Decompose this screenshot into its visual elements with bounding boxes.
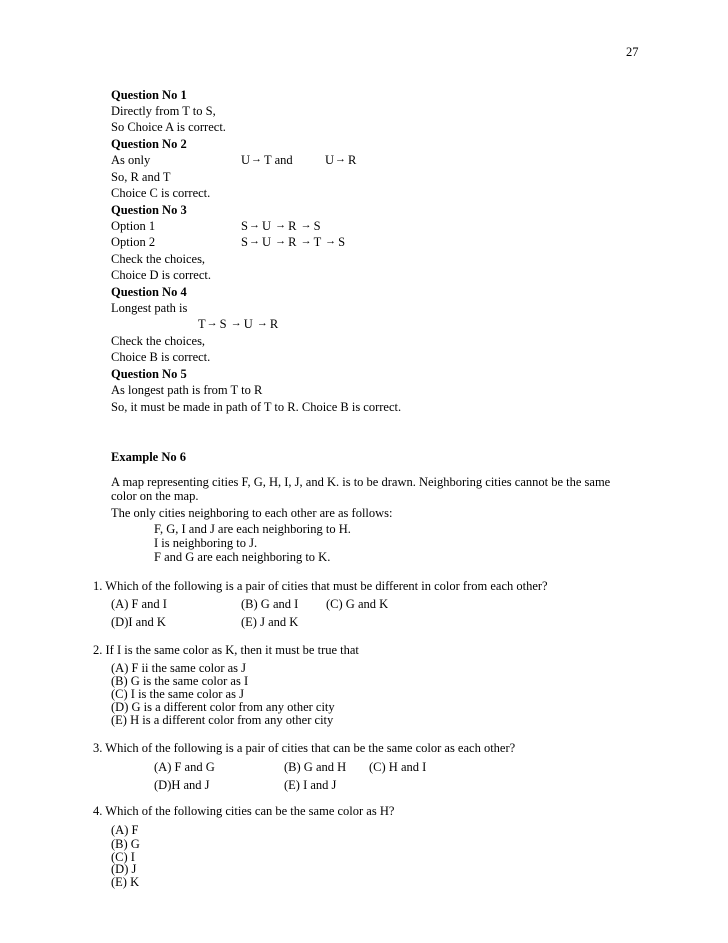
arrow-icon: →	[335, 153, 347, 165]
path-node: R	[288, 219, 297, 233]
mcq2-option-b: (B) G is the same color as I	[111, 674, 249, 688]
example-cond2: I is neighboring to J.	[154, 536, 258, 550]
path-node: S	[338, 235, 346, 249]
arrow-icon: →	[248, 235, 260, 247]
arrow-icon: →	[230, 317, 242, 329]
mcq3-option-a: (A) F and G	[154, 760, 215, 774]
q4-path	[198, 317, 278, 332]
q2-line2: So, R and T	[111, 170, 171, 184]
path-node: T	[313, 235, 321, 249]
example-cond1: F, G, I and J are each neighboring to H.	[154, 522, 351, 536]
q2-u2: U	[325, 153, 335, 167]
q2-u1: U	[241, 153, 251, 167]
q4-line3: Check the choices,	[111, 334, 206, 348]
mcq1-option-a: (A) F and I	[111, 597, 167, 611]
q3-opt1-path	[241, 219, 321, 234]
q2-t: T and	[264, 153, 293, 167]
mcq3-option-d: (D)H and J	[154, 778, 210, 792]
q1-line2: So Choice A is correct.	[111, 120, 226, 134]
page-number: 27	[626, 45, 639, 59]
mcq4-stem: 4. Which of the following cities can be the same color as H?	[93, 804, 395, 818]
mcq4-option-c: (C) I	[111, 850, 135, 864]
path-node: U	[261, 235, 271, 249]
q3-opt2-path	[241, 235, 345, 250]
q4-line4: Choice B is correct.	[111, 350, 211, 364]
mcq1-option-e: (E) J and K	[241, 615, 299, 629]
arrow-icon: →	[300, 235, 312, 247]
arrow-icon: →	[256, 317, 268, 329]
example-para2: The only cities neighboring to each other are as follows:	[111, 506, 393, 520]
mcq4-option-b: (B) G	[111, 837, 140, 851]
mcq1-option-b: (B) G and I	[241, 597, 299, 611]
example-cond3: F and G are each neighboring to K.	[154, 550, 331, 564]
mcq3-option-b: (B) G and H	[284, 760, 347, 774]
mcq3-option-c: (C) H and I	[369, 760, 427, 774]
q5-line1: As longest path is from T to R	[111, 383, 263, 397]
q3-line3: Check the choices,	[111, 252, 206, 266]
mcq4-option-d: (D) J	[111, 862, 137, 876]
arrow-icon: →	[248, 219, 260, 231]
mcq2-option-e: (E) H is a different color from any other city	[111, 713, 334, 727]
mcq3-stem: 3. Which of the following is a pair of cities that can be the same color as each other?	[93, 741, 516, 755]
q3-opt2-label: Option 2	[111, 235, 156, 249]
path-node: T	[198, 317, 206, 331]
arrow-icon: →	[251, 153, 263, 165]
path-node: S	[219, 317, 227, 331]
q5-heading: Question No 5	[111, 367, 187, 381]
mcq2-option-c: (C) I is the same color as J	[111, 687, 244, 701]
q5-line2: So, it must be made in path of T to R. Choice B is correct.	[111, 400, 402, 414]
arrow-icon: →	[300, 219, 312, 231]
example-para1-line2: color on the map.	[111, 489, 199, 503]
q4-line1: Longest path is	[111, 301, 188, 315]
q2-relation-2	[325, 153, 356, 168]
example-heading: Example No 6	[111, 450, 186, 464]
path-node: U	[261, 219, 271, 233]
path-node: U	[243, 317, 253, 331]
arrow-icon: →	[325, 235, 337, 247]
path-node: R	[288, 235, 297, 249]
mcq1-option-c: (C) G and K	[326, 597, 389, 611]
q1-heading: Question No 1	[111, 88, 187, 102]
q2-relation	[241, 153, 293, 168]
path-node: S	[313, 219, 321, 233]
q3-line4: Choice D is correct.	[111, 268, 211, 282]
example-para1-line1: A map representing cities F, G, H, I, J, and K. is to be drawn. Neighboring cities cannot be the same	[111, 475, 611, 489]
mcq1-option-d: (D)I and K	[111, 615, 166, 629]
mcq3-option-e: (E) I and J	[284, 778, 337, 792]
mcq4-option-a: (A) F	[111, 823, 139, 837]
q3-opt1-label: Option 1	[111, 219, 156, 233]
mcq2-option-a: (A) F ii the same color as J	[111, 661, 247, 675]
q1-line1: Directly from T to S,	[111, 104, 216, 118]
arrow-icon: →	[275, 219, 287, 231]
q2-heading: Question No 2	[111, 137, 187, 151]
q4-heading: Question No 4	[111, 285, 187, 299]
path-node: S	[241, 235, 248, 249]
q2-r: R	[348, 153, 357, 167]
path-node: R	[269, 317, 279, 331]
mcq1-stem: 1. Which of the following is a pair of cities that must be different in color from each other?	[93, 579, 548, 593]
mcq2-option-d: (D) G is a different color from any other city	[111, 700, 335, 714]
q3-heading: Question No 3	[111, 203, 187, 217]
arrow-icon: →	[275, 235, 287, 247]
mcq4-option-e: (E) K	[111, 875, 140, 889]
path-node: S	[241, 219, 248, 233]
q2-line3: Choice C is correct.	[111, 186, 211, 200]
mcq2-stem: 2. If I is the same color as K, then it must be true that	[93, 643, 359, 657]
arrow-icon: →	[206, 317, 218, 329]
q2-line1-left: As only	[111, 153, 151, 167]
